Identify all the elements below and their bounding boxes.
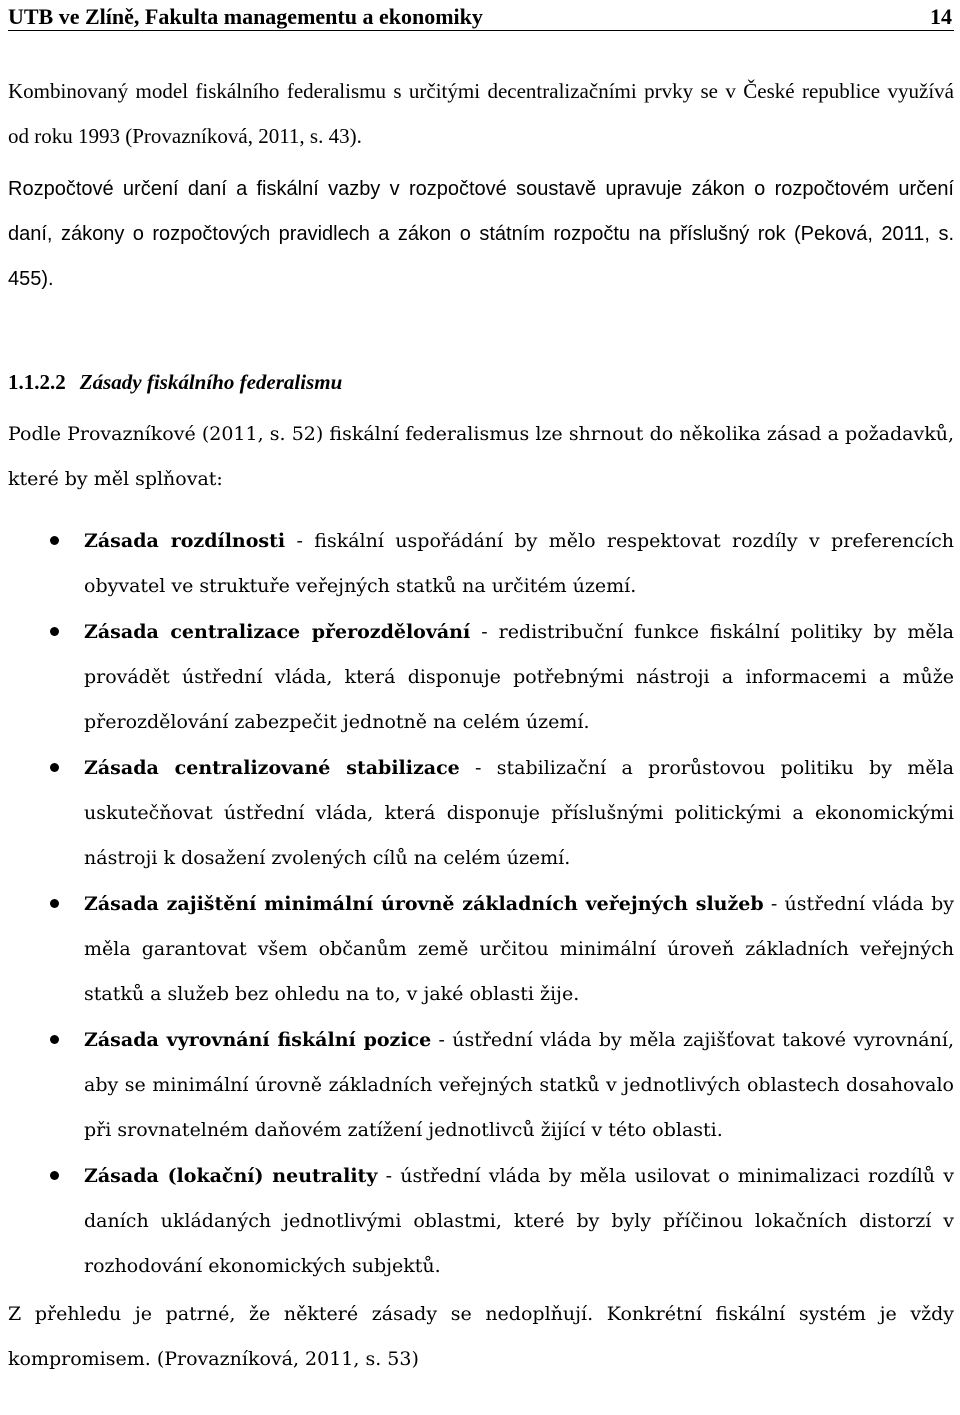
list-item xyxy=(8,610,954,745)
principle-text: - ústřední vláda by měla zajišťovat takové vyrovnání, aby se minimální úrovně základních veřejných statků v jednotlivých oblastech dosahovalo při srovnatelném daňovém zatížení jednotlivců žijící v této oblasti. xyxy=(84,1029,954,1141)
bullet-icon xyxy=(50,627,59,636)
principle-term: Zásada (lokační) neutrality xyxy=(84,1165,378,1187)
principle-term: Zásada centralizace přerozdělování xyxy=(84,621,471,643)
section-title: Zásady fiskálního federalismu xyxy=(79,370,343,394)
principle-term: Zásada vyrovnání fiskální pozice xyxy=(84,1029,432,1051)
principle-text: - stabilizační a prorůstovou politiku by měla uskutečňovat ústřední vláda, která disponuje příslušnými politickými a ekonomickými nástroji k dosažení zvolených cílů na celém území. xyxy=(84,757,954,869)
paragraph-principles-intro: Podle Provazníkové (2011, s. 52) fiskální federalismus lze shrnout do několika zásad a požadavků, které by měl splňovat: xyxy=(8,423,954,490)
page-header xyxy=(8,0,954,31)
bullet-icon xyxy=(50,1035,59,1044)
list-item xyxy=(8,519,954,609)
bullet-icon xyxy=(50,536,59,545)
header-title: UTB ve Zlíně, Fakulta managementu a ekonomiky xyxy=(8,4,483,29)
list-item xyxy=(8,746,954,881)
principle-text: - redistribuční funkce fiskální politiky by měla provádět ústřední vláda, která disponuje potřebnými nástroji a informacemi a může přerozdělování zabezpečit jednotně na celém území. xyxy=(84,621,954,733)
section-heading xyxy=(8,362,954,402)
bullet-icon xyxy=(50,1171,59,1180)
list-item xyxy=(8,1018,954,1153)
document-page xyxy=(8,0,954,1382)
paragraph-conclusion: Z přehledu je patrné, že některé zásady se nedoplňují. Konkrétní fiskální systém je vždy kompromisem. (Provazníková, 2011, s. 53) xyxy=(8,1303,954,1370)
principle-term: Zásada centralizované stabilizace xyxy=(84,757,460,779)
principle-term: Zásada zajištění minimální úrovně základních veřejných služeb xyxy=(84,893,764,915)
bullet-icon xyxy=(50,899,59,908)
list-item xyxy=(8,882,954,1017)
principle-text: - ústřední vláda by měla garantovat všem občanům země určitou minimální úroveň základních veřejných statků a služeb bez ohledu na to, v jaké oblasti žije. xyxy=(84,893,954,1005)
paragraph-budget-law: Rozpočtové určení daní a fiskální vazby v rozpočtové soustavě upravuje zákon o rozpočtovém určení daní, zákony o rozpočtových pravidlech a zákon o státním rozpočtu na příslušný rok (Peková, 2011, s. 455). xyxy=(8,178,954,290)
principles-list xyxy=(8,519,954,1289)
paragraph-intro: Kombinovaný model fiskálního federalismu s určitými decentralizačními prvky se v České republice využívá od roku 1993 (Provazníková, 2011, s. 43). xyxy=(8,79,954,148)
section-number: 1.1.2.2 xyxy=(8,370,66,394)
bullet-icon xyxy=(50,763,59,772)
principle-term: Zásada rozdílnosti xyxy=(84,530,286,552)
page-number: 14 xyxy=(930,4,952,29)
list-item xyxy=(8,1154,954,1289)
principle-text: - fiskální uspořádání by mělo respektovat rozdíly v preferencích obyvatel ve struktuře veřejných statků na určitém území. xyxy=(84,530,954,597)
principle-text: - ústřední vláda by měla usilovat o minimalizaci rozdílů v daních ukládaných jednotlivými oblastmi, které by byly příčinou lokačních distorzí v rozhodování ekonomických subjektů. xyxy=(84,1165,954,1277)
